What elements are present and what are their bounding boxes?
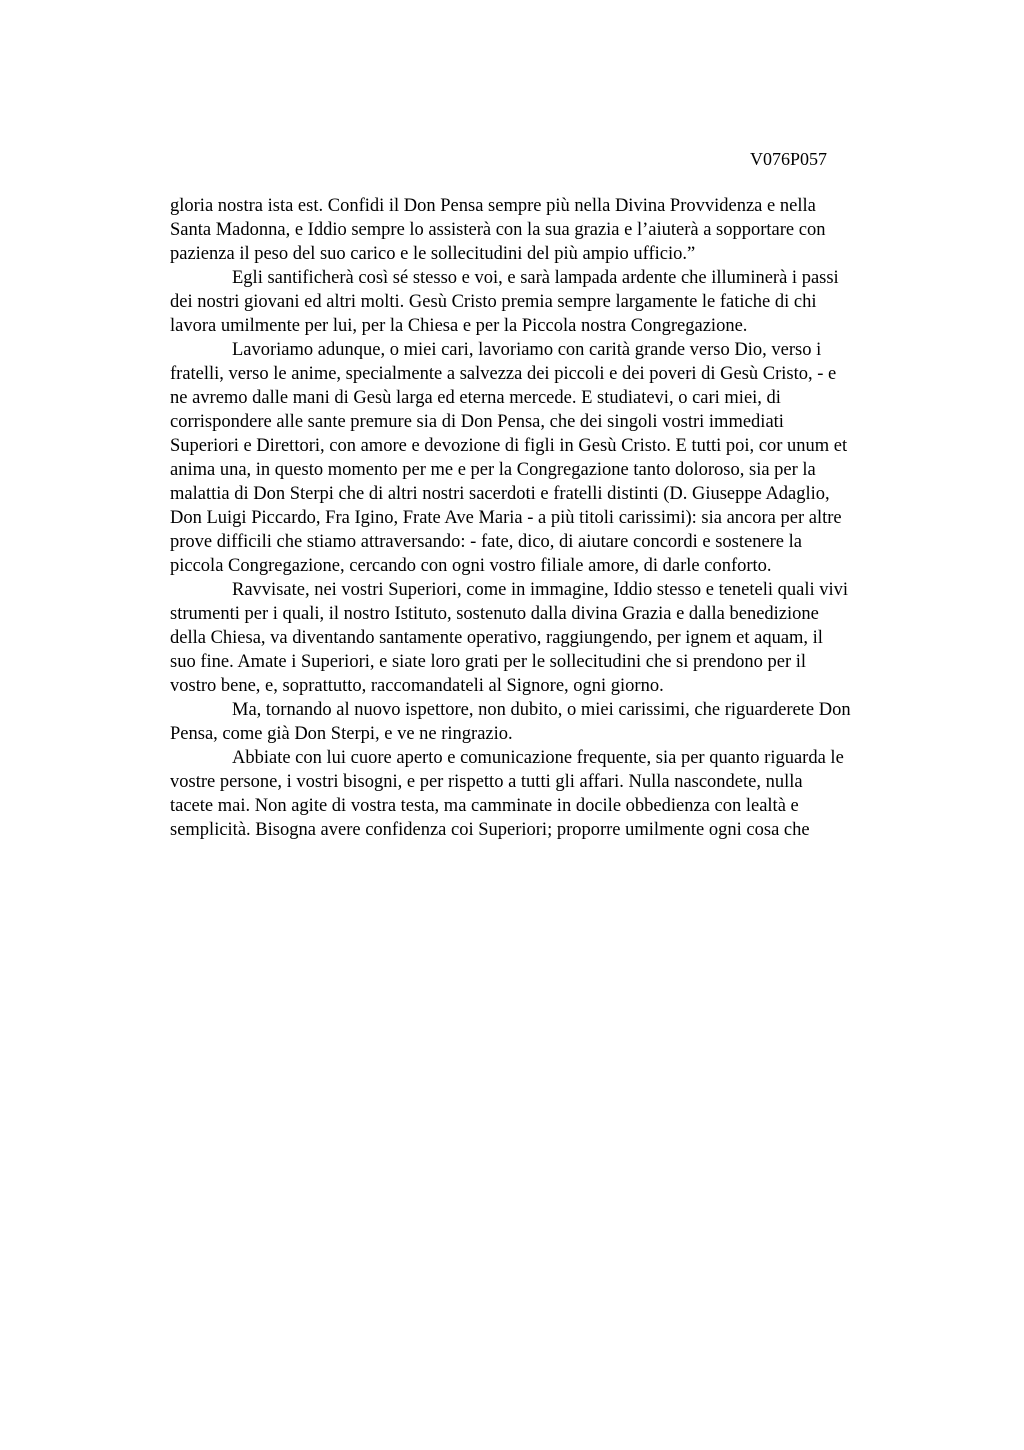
text-line: anima una, in questo momento per me e per la Congregazione tanto doloroso, sia per la xyxy=(170,460,816,480)
text-line: strumenti per i quali, il nostro Istituto, sostenuto dalla divina Grazia e dalla benedizione xyxy=(170,604,819,624)
text-line: dei nostri giovani ed altri molti. Gesù Cristo premia sempre largamente le fatiche di chi xyxy=(170,292,817,312)
text-line: malattia di Don Sterpi che di altri nostri sacerdoti e fratelli distinti (D. Giuseppe Adaglio, xyxy=(170,484,830,504)
text-line: lavora umilmente per lui, per la Chiesa e per la Piccola nostra Congregazione. xyxy=(170,316,748,336)
text-line: Ma, tornando al nuovo ispettore, non dubito, o miei carissimi, che riguarderete Don xyxy=(232,700,851,720)
page-code: V076P057 xyxy=(750,149,828,169)
body-text xyxy=(170,194,930,842)
text-line: Santa Madonna, e Iddio sempre lo assisterà con la sua grazia e l’aiuterà a sopportare con xyxy=(170,220,826,240)
text-line: Don Luigi Piccardo, Fra Igino, Frate Ave Maria - a più titoli carissimi): sia ancora per altre xyxy=(170,508,842,528)
text-line: Lavoriamo adunque, o miei cari, lavoriamo con carità grande verso Dio, verso i xyxy=(232,340,822,360)
text-line: tacete mai. Non agite di vostra testa, ma camminate in docile obbedienza con lealtà e xyxy=(170,796,799,816)
text-line: corrispondere alle sante premure sia di Don Pensa, che dei singoli vostri immediati xyxy=(170,412,784,432)
text-line: della Chiesa, va diventando santamente operativo, raggiungendo, per ignem et aquam, il xyxy=(170,628,823,648)
text-line: pazienza il peso del suo carico e le sollecitudini del più ampio ufficio.” xyxy=(170,244,696,264)
text-line: piccola Congregazione, cercando con ogni vostro filiale amore, di darle conforto. xyxy=(170,556,772,576)
text-line: Egli santificherà così sé stesso e voi, e sarà lampada ardente che illuminerà i passi xyxy=(232,268,839,288)
text-line: semplicità. Bisogna avere confidenza coi Superiori; proporre umilmente ogni cosa che xyxy=(170,820,810,840)
text-line: prove difficili che stiamo attraversando: - fate, dico, di aiutare concordi e sostenere la xyxy=(170,532,802,552)
text-line: vostre persone, i vostri bisogni, e per rispetto a tutti gli affari. Nulla nascondete, nulla xyxy=(170,772,803,792)
text-line: Superiori e Direttori, con amore e devozione di figli in Gesù Cristo. E tutti poi, cor unum et xyxy=(170,436,848,456)
text-line: Pensa, come già Don Sterpi, e ve ne ringrazio. xyxy=(170,724,513,744)
text-line: suo fine. Amate i Superiori, e siate loro grati per le sollecitudini che si prendono per il xyxy=(170,652,807,672)
text-line: gloria nostra ista est. Confidi il Don Pensa sempre più nella Divina Provvidenza e nella xyxy=(170,196,816,216)
text-line: Abbiate con lui cuore aperto e comunicazione frequente, sia per quanto riguarda le xyxy=(232,748,844,768)
text-line: Ravvisate, nei vostri Superiori, come in immagine, Iddio stesso e teneteli quali vivi xyxy=(232,580,849,600)
text-line: fratelli, verso le anime, specialmente a salvezza dei piccoli e dei poveri di Gesù Cristo, - e xyxy=(170,364,837,384)
text-line: vostro bene, e, soprattutto, raccomandateli al Signore, ogni giorno. xyxy=(170,676,664,696)
text-line: ne avremo dalle mani di Gesù larga ed eterna mercede. E studiatevi, o cari miei, di xyxy=(170,388,781,408)
